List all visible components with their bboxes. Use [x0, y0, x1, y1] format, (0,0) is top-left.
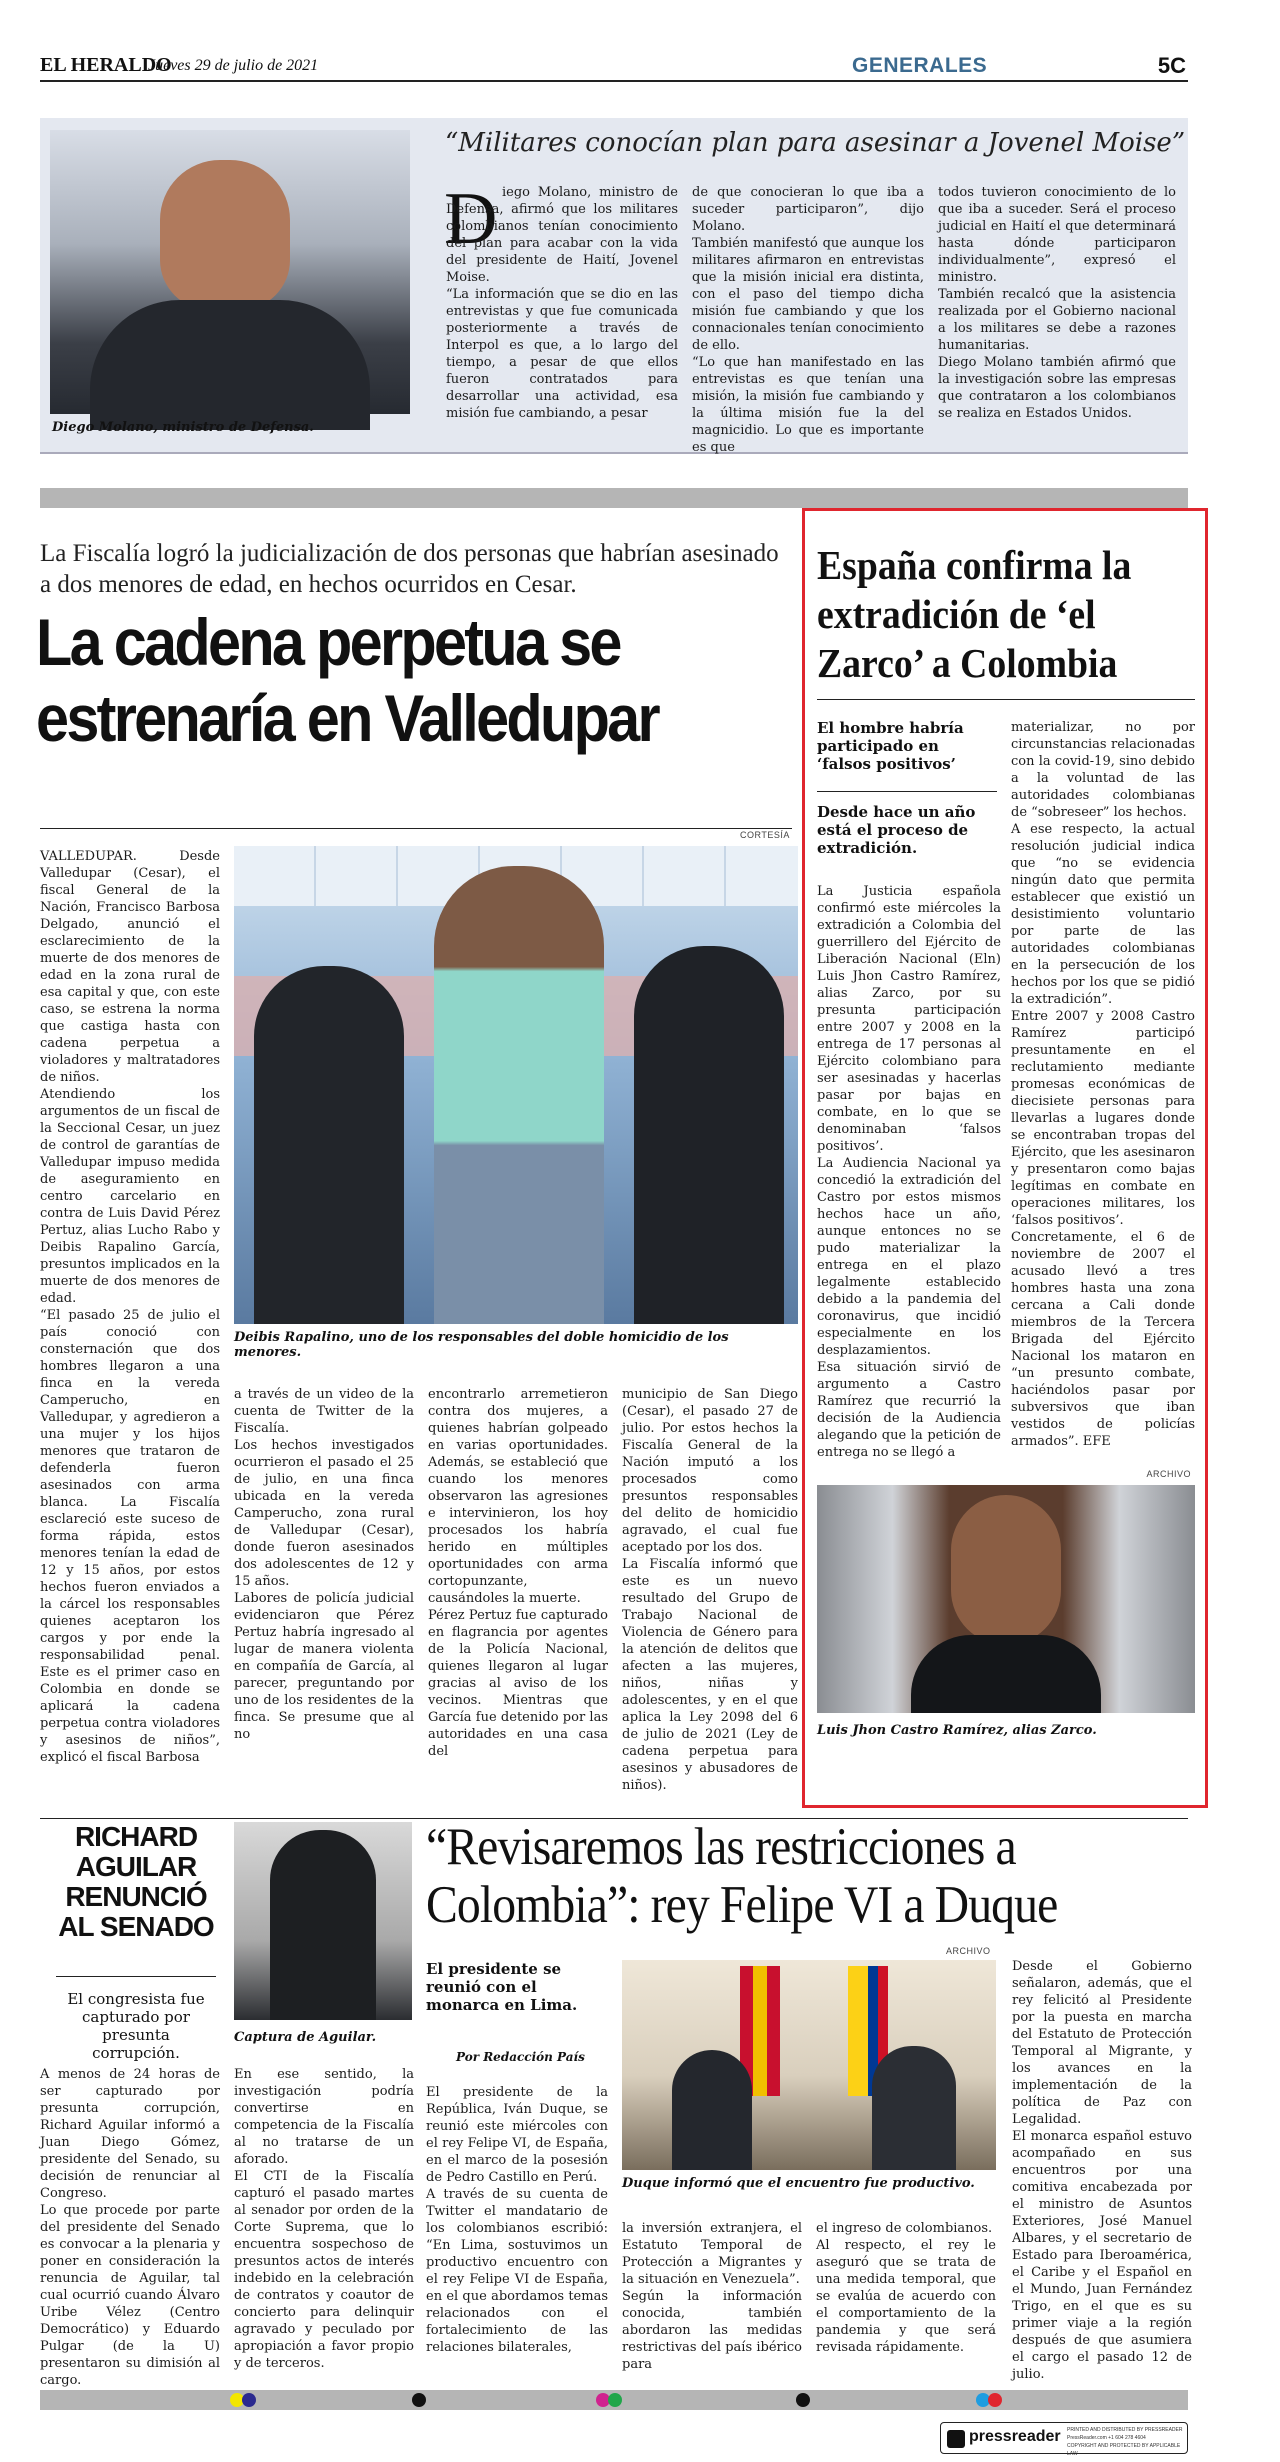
page-header: [40, 52, 1188, 82]
moise-dropcap: D: [444, 178, 498, 260]
moise-col-3: todos tuvieron conocimiento de lo que iba a suceder. Será el proceso judicial en Haití el que determinará hasta dónde participaron individualmente”, expresó el ministro. También recalcó que la asistencia realizada por el Gobierno nacional a los militares se debe a razones humanitarias. Diego Molano también afirmó que la investigación sobre las empresas que contrataron a los colombianos se realiza en Estados Unidos.: [938, 185, 1176, 421]
zarco-deck-2: Desde hace un año está el proceso de extradición.: [817, 803, 976, 857]
zarco-photo-credit: ARCHIVO: [1146, 1469, 1191, 1479]
zarco-caption: Luis Jhon Castro Ramírez, alias Zarco.: [817, 1723, 1097, 1738]
zarco-photo: [817, 1485, 1195, 1713]
zarco-col-2: materializar, no por circunstancias relacionadas con la covid-19, sino debido a la voluntad de las autoridades colombianas de “sobreseer” los hechos. A ese respecto, la actual resolución judicial indica que “no se evidencia ningún dato que permita establecer que existió un desistimiento voluntario por parte de las autoridades colombianas en la persecución de los hechos por los que se pidió la extradición”. Entre 2007 y 2008 Castro Ramírez participó presuntamente en el reclutamiento mediante promesas económicas de diecisiete personas para llevarlas a lugares donde se encontraban tropas del Ejército, que les asesinaron y presentaron como bajas legítimas en combate en operaciones militares, los ‘falsos positivos’. Concretamente, el 6 de noviembre de 2007 el acusado llevó a tres hombres hasta una zona cercana a Cali donde miembros de la Tercera Brigada del Ejército Nacional los mataron en “un presunto combate, haciéndolos pasar por subversivos que iban vestidos de policías armados”. EFE: [1011, 720, 1195, 1449]
aguilar-col-2: En ese sentido, la investigación podría convertirse en competencia de la Fiscalía al no tratarse de un aforado. El CTI de la Fiscalía capturó el pasado martes al senador por orden de la Corte Suprema, que lo encuentra sospechoso de presuntos actos de interés indebido en la celebración de contratos y coautor de concierto para delinquir agravado y peculado por apropiación a favor propio y de terceros.: [234, 2067, 414, 2371]
aguilar-deck: El congresista fue capturado por presunta corrupción.: [67, 1990, 205, 2062]
fine-print-3: COPYRIGHT AND PROTECTED BY APPLICABLE LAW: [1067, 2443, 1181, 2457]
felipe-photo-credit: ARCHIVO: [946, 1946, 991, 1956]
section-name: GENERALES: [852, 54, 988, 77]
pressreader-icon: [947, 2430, 965, 2448]
felipe-photo: [622, 1960, 996, 2170]
zarco-face: [951, 1495, 1061, 1645]
valledupar-rule: [40, 828, 792, 829]
duque-figure: [672, 2050, 752, 2170]
registration-band: [40, 2390, 1188, 2410]
valledupar-headline: [36, 604, 729, 756]
valledupar-col-3: encontrarlo arremetieron contra dos mujeres, a quienes habrían golpeado en varias oportunidades. Además, se estableció que cuando los menores observaron las agresiones e intervinieron, los hoy procesados los habría herido en múltiples oportunidades con arma cortopunzante, causándoles la muerte. Pérez Pertuz fue capturado en flagrancia por agentes de la Policía Nacional, quienes llegaron al lugar gracias al aviso de los vecinos. Mientras que García fue detenido por las autoridades en una casa del: [428, 1387, 608, 1759]
fine-print-1: PRINTED AND DISTRIBUTED BY PRESSREADER: [1067, 2427, 1183, 2433]
section-divider-band: [40, 488, 1188, 508]
felipe-deck: El presidente se reunió con el monarca en Lima.: [426, 1960, 578, 2014]
felipe-col-3: el ingreso de colombianos. Al respecto, el rey le aseguró que se trata de una medida temporal, que se evalúa de acuerdo con el comportamiento de la pandemia y que será revisada rápidamente.: [816, 2221, 996, 2355]
reg-mark-red: [988, 2393, 1002, 2407]
felipe-col-2: la inversión extranjera, el Estatuto Temporal de Protección a Migrantes y la situación en Venezuela”. Según la información conocida, también abordaron las medidas restrictivas del país ibérico para: [622, 2221, 802, 2372]
aguilar-caption: Captura de Aguilar.: [234, 2030, 377, 2045]
zarco-headline: España confirma la extradición de ‘el Zarco’ a Colombia: [817, 542, 1132, 686]
page-number: 5C: [1157, 53, 1186, 78]
molano-photo: [50, 130, 410, 414]
king-figure: [872, 2046, 956, 2170]
header-date: Jueves 29 de julio de 2021: [148, 57, 319, 74]
zarco-deck-1: El hombre habría participado en ‘falsos positivos’: [817, 719, 964, 773]
pressreader-fine-print: [1067, 2426, 1185, 2458]
valledupar-col-4: municipio de San Diego (Cesar), el pasado 27 de julio. Por estos hechos la Fiscalía General de la Nación imputó a los procesados como presuntos responsables del delito de homicidio agravado, el cual fue aceptado por los dos. La Fiscalía informó que este es un nuevo resultado del Grupo de Trabajo Nacional de Violencia de Género para la atención de delitos que afecten a las mujeres, niños, niñas y adolescentes, y en el que aplica la Ley 2098 del 6 de julio de 2021 (Ley de cadena perpetua para asesinos y abusadores de niños).: [622, 1387, 798, 1793]
reg-mark-black-2: [796, 2393, 810, 2407]
moise-col-1: iego Molano, ministro de Defensa, afirmó que los militares colombianos tenían conocimiento del plan para acabar con la vida del presidente de Haití, Jovenel Moise. “La información que se dio en las entrevistas y que fue comunicada posteriormente a través de Interpol es que, a lo largo del tiempo, a pesar de que ellos fueron contratados para desarrollar una actividad, esa misión fue cambiando, a pesar: [446, 185, 678, 421]
aguilar-photo: [234, 1822, 412, 2020]
headline-line-1: La cadena perpetua se: [36, 605, 620, 679]
aguilar-col-1: A menos de 24 horas de ser capturado por presunta corrupción, Richard Aguilar informó a Juan Diego Gómez, presidente del Senado, su decisión de renunciar al Congreso. Lo que procede por parte del presidente del Senado es convocar a la plenaria y poner en consideración la renuncia de Aguilar, tal cual ocurrió cuando Álvaro Uribe Vélez (Centro Democrático) y Eduardo Pulgar (de la U) presentaron su dimisión al cargo.: [40, 2067, 220, 2388]
valledupar-photo-credit: CORTESÍA: [740, 830, 790, 840]
pressreader-logo: pressreader: [969, 2428, 1061, 2445]
agent-left: [254, 966, 404, 1324]
aguilar-figure: [270, 1830, 376, 2020]
valledupar-col-2: a través de un video de la cuenta de Twitter de la Fiscalía. Los hechos investigados ocurrieron el pasado el 25 de julio, en una finca ubicada en la vereda Camperucho, zona rural de Valledupar (Cesar), donde fueron asesinados dos adolescentes de 12 y 15 años. Labores de policía judicial evidenciaron que Pérez Pertuz habría ingresado al lugar de manera violenta en compañía de García, al parecer, preguntando por uno de los residentes de la finca. Se presume que al no: [234, 1387, 414, 1742]
moise-col-2: de que conocieran lo que iba a suceder participaron”, dijo Molano. También manifestó que aunque los militares afirmaron en entrevistas que la misión inicial era distinta, con el paso del tiempo dicha misión fue cambiando y que los connacionales tenían conocimiento de ello. “Lo que han manifestado en las entrevistas es que tenían una misión, la misión fue cambiando y la última misión fue la del magnicidio. Lo que es importante es que: [692, 185, 924, 455]
fine-print-2: PressReader.com +1 604 278 4604: [1067, 2435, 1146, 2441]
moise-article: [40, 118, 1188, 454]
moise-headline: “Militares conocían plan para asesinar a Jovenel Moise”: [445, 128, 1186, 158]
reg-mark-green: [608, 2393, 622, 2407]
reg-mark-black-1: [412, 2393, 426, 2407]
felipe-byline: Por Redacción País: [456, 2050, 585, 2064]
zarco-deck-rule: [817, 791, 997, 792]
felipe-col-4: Desde el Gobierno señalaron, además, que el rey felicitó al Presidente por la puesta en marcha del Estatuto de Protección Temporal al Migrante, y los avances en la implementación de la política de Paz con Legalidad. El monarca español estuvo acompañado en sus encuentros por una comitiva encabezada por el ministro de Asuntos Exteriores, José Manuel Albares, y el secretario de Estado para Iberoamérica, el Caribe y el Español en el Mundo, Juan Fernández Trigo, en el que es su primer viaje a la región después de que asumiera el cargo el pasado 12 de julio.: [1012, 1959, 1192, 2382]
zarco-headline-rule: [817, 699, 1195, 700]
felipe-headline: “Revisaremos las restricciones a Colombia”: rey Felipe VI a Duque: [426, 1818, 1058, 1934]
masthead-name: EL HERALDO: [40, 54, 172, 76]
zarco-article: [802, 508, 1208, 1808]
rapalino-caption: Deibis Rapalino, uno de los responsables del doble homicidio de los menores.: [234, 1330, 729, 1360]
aguilar-headline: RICHARD AGUILAR RENUNCIÓ AL SENADO: [58, 1821, 214, 1942]
rapalino-photo: [234, 846, 798, 1324]
felipe-col-1: El presidente de la República, Iván Duque, se reunió este miércoles con el rey Felipe VI, de España, en el marco de la posesión de Pedro Castillo en Perú. A través de su cuenta de Twitter el mandatario de los colombianos escribió: “En Lima, sostuvimos un productivo encuentro con el rey Felipe VI de España, en el que abordamos temas relacionados con el fortalecimiento de las relaciones bilaterales,: [426, 2085, 608, 2355]
agent-right: [634, 946, 784, 1324]
headline-line-2: estrenaría en Valledupar: [36, 681, 658, 755]
molano-suit: [90, 300, 370, 430]
suspect: [434, 866, 604, 1324]
valledupar-kicker: La Fiscalía logró la judicialización de dos personas que habrían asesinado a dos menores de edad, en hechos ocurridos en Cesar.: [40, 540, 779, 598]
reg-mark-blue: [242, 2393, 256, 2407]
molano-caption: Diego Molano, ministro de Defensa.: [52, 420, 314, 435]
zarco-jacket: [911, 1635, 1101, 1713]
zarco-col-1: La Justicia española confirmó este miércoles la extradición a Colombia del guerrillero del Ejército de Liberación Nacional (Eln) Luis Jhon Castro Ramírez, alias Zarco, por su presunta participación entre 2007 y 2008 en la entrega de 17 personas al Ejército colombiano para ser asesinadas y hacerlas pasar por bajas en combate, en lo que se denominaban ‘falsos positivos’. La Audiencia Nacional ya concedió la extradición del Castro por estos mismos hechos hace un año, aunque entonces no se pudo materializar la entrega en el plazo legalmente establecido debido a la pandemia del coronavirus, que incidió especialmente en los desplazamientos. Esa situación sirvió de argumento a Castro Ramírez que recurrió la decisión de la Audiencia alegando que la petición de entrega no se llegó a: [817, 884, 1001, 1460]
aguilar-headline-rule: [56, 1976, 216, 1977]
molano-figure: [160, 160, 290, 310]
pressreader-badge[interactable]: [940, 2422, 1188, 2457]
valledupar-col-1: VALLEDUPAR. Desde Valledupar (Cesar), el fiscal General de la Nación, Francisco Barbosa Delgado, anunció el esclarecimiento de la muerte de dos menores de edad en la zona rural de esa capital y que, con este caso, se estrena la norma que castiga hasta con cadena perpetua a violadores y maltratadores de niños. Atendiendo los argumentos de un fiscal de la Seccional Cesar, un juez de control de garantías de Valledupar impuso medida de aseguramiento en centro carcelario en contra de Luis David Pérez Pertuz, alias Lucho Rabo y Deibis Rapalino García, presuntos implicados en la muerte de dos menores de edad. “El pasado 25 de julio el país conoció con consternación que dos hombres llegaron a una finca en la vereda Camperucho, en Valledupar, y agredieron a una mujer y los hijos menores que trataron de defenderla fueron asesinados con arma blanca. La Fiscalía esclareció este suceso de forma rápida, estos menores tenían la edad de 12 y 15 años, por estos hechos fueron enviados a la cárcel los responsables quienes aceptaron los cargos y por ende la responsabilidad penal. Este es el primer caso en Colombia en donde se aplicará la cadena perpetua contra violadores y asesinos de niños”, explicó el fiscal Barbosa: [40, 849, 220, 1765]
felipe-caption: Duque informó que el encuentro fue productivo.: [622, 2176, 975, 2191]
